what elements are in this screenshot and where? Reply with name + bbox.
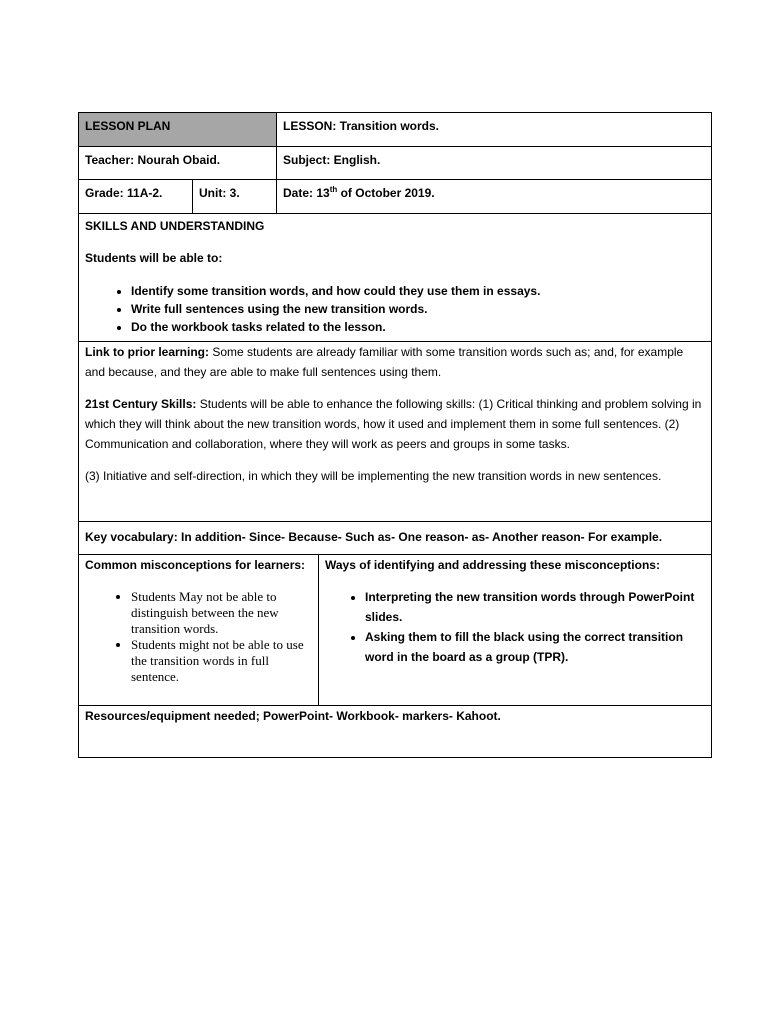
skills-heading: SKILLS AND UNDERSTANDING (85, 219, 265, 233)
lesson-plan-table (78, 112, 712, 758)
lesson-title: LESSON: Transition words. (283, 119, 440, 133)
lesson-title-cell (276, 113, 711, 146)
lesson-plan-label-cell (79, 113, 276, 146)
list-item: • Do the workbook tasks related to the lesson. (131, 318, 705, 336)
key-vocabulary: Key vocabulary: In addition- Since- Because- Such as- One reason- as- Another reason- For example. (85, 530, 663, 544)
unit-cell (192, 180, 276, 213)
misconceptions-list (85, 589, 312, 685)
initiative-paragraph: (3) Initiative and self-direction, in which they will be implementing the new transition words in new sentences. (85, 469, 662, 483)
skills-intro: Students will be able to: (85, 251, 223, 265)
prior-learning-section (78, 342, 712, 522)
header-row-lesson (78, 112, 712, 147)
subject: Subject: English. (283, 153, 381, 167)
prior-learning-text: Some students are already familiar with some transition words such as; and, for example and because, and they are able to make full sentences using them. (85, 345, 684, 379)
list-item: • Students May not be able to distinguish between the new transition words. (131, 589, 312, 637)
header-row-teacher (78, 147, 712, 180)
skills-section (78, 214, 712, 342)
resources-row (78, 706, 712, 758)
century-skills-text: Students will be able to enhance the following skills: (1) Critical thinking and problem solving in which they will think about the new transition words, how it used and implement them in some full sentences. (2) Communication and collaboration, where they will work as peers and groups in some tasks. (85, 397, 702, 451)
key-vocabulary-row (78, 522, 712, 555)
resources: Resources/equipment needed; PowerPoint- Workbook- markers- Kahoot. (85, 709, 501, 723)
misconceptions-cell (79, 555, 318, 705)
list-item: • Students might not be able to use the transition words in full sentence. (131, 637, 312, 685)
list-item: • Asking them to fill the black using the correct transition word in the board as a group (TPR). (365, 627, 705, 667)
misconceptions-heading: Common misconceptions for learners: (85, 558, 306, 572)
list-item: • Identify some transition words, and how could they use them in essays. (131, 282, 705, 300)
teacher-cell (79, 147, 276, 179)
list-item: • Write full sentences using the new transition words. (131, 300, 705, 318)
teacher-name: Teacher: Nourah Obaid. (85, 153, 221, 167)
grade: Grade: 11A-2. (85, 186, 163, 200)
prior-learning-paragraph (85, 342, 705, 382)
date: Date: 13th of October 2019. (283, 185, 435, 200)
unit: Unit: 3. (199, 186, 240, 200)
century-skills-label: 21st Century Skills: (85, 397, 200, 411)
list-item: • Interpreting the new transition words through PowerPoint slides. (365, 587, 705, 627)
addressing-cell (318, 555, 711, 705)
date-cell (276, 180, 711, 213)
addressing-list (325, 587, 705, 667)
subject-cell (276, 147, 711, 179)
prior-learning-label: Link to prior learning: (85, 345, 210, 359)
century-skills-paragraph (85, 394, 705, 454)
grade-cell (79, 180, 192, 213)
header-row-grade (78, 180, 712, 214)
addressing-heading: Ways of identifying and addressing these misconceptions: (325, 558, 660, 572)
lesson-plan-label: LESSON PLAN (85, 119, 171, 133)
skills-list (85, 282, 705, 336)
misconceptions-row (78, 555, 712, 706)
